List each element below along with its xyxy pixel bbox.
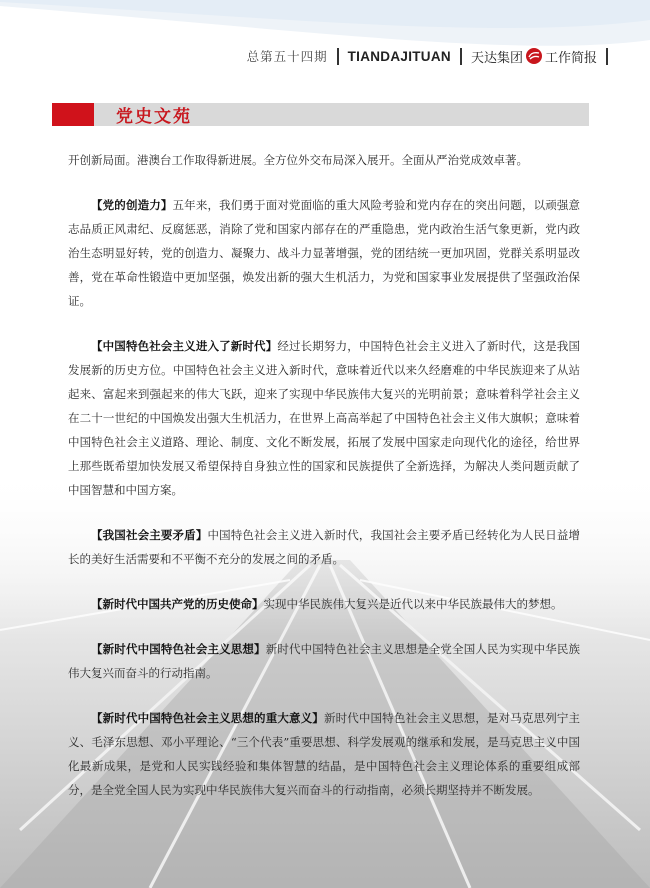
section-heading-bar <box>52 103 589 126</box>
article-paragraph <box>68 523 580 571</box>
article-paragraph <box>68 193 580 313</box>
paragraph-keyword: 【中国特色社会主义进入了新时代】 <box>91 339 278 353</box>
article-body <box>68 148 580 823</box>
paragraph-text: 经过长期努力，中国特色社会主义进入了新时代，这是我国发展新的历史方位。中国特色社会主义进入新时代，意味着近代以来久经磨难的中华民族迎来了从站起来、富起来到强起来的伟大飞跃，迎来了实现中华民族伟大复兴的光明前景；意味着科学社会主义在二十一世纪的中国焕发出强大生机活力，在世界上高高举起了中国特色社会主义伟大旗帜；意味着中国特色社会主义道路、理论、制度、文化不断发展，拓展了发展中国家走向现代化的途径，给世界上那些既希望加快发展又希望保持自身独立性的国家和民族提供了全新选择，为解决人类问题贡献了中国智慧和中国方案。 <box>68 339 580 497</box>
paragraph-text: 实现中华民族伟大复兴是近代以来中华民族最伟大的梦想。 <box>263 597 563 611</box>
header-divider <box>606 48 608 65</box>
issue-number: 总第五十四期 <box>246 49 328 64</box>
paragraph-keyword: 【党的创造力】 <box>91 198 173 212</box>
section-accent-block <box>52 103 94 126</box>
paragraph-text: 新时代中国特色社会主义思想，是对马克思列宁主义、毛泽东思想、邓小平理论、“三个代表”重要思想、科学发展观的继承和发展，是马克思主义中国化最新成果，是党和人民实践经验和集体智慧的结晶，是中国特色社会主义理论体系的重要组成部分，是全党全国人民为实现中华民族伟大复兴而奋斗的行动指南，必须长期坚持并不断发展。 <box>68 711 581 797</box>
header-divider <box>460 48 462 65</box>
brand-name-chinese <box>471 47 597 66</box>
header-swoosh-decoration <box>0 0 650 80</box>
paragraph-keyword: 【新时代中国特色社会主义思想】 <box>91 642 266 656</box>
publication-name: 工作简报 <box>544 50 597 66</box>
paragraph-text: 五年来，我们勇于面对党面临的重大风险考验和党内存在的突出问题，以顽强意志品质正风肃纪、反腐惩恶，消除了党和国家内部存在的严重隐患，党内政治生活气象更新，党内政治生态明显好转，党的创造力、凝聚力、战斗力显著增强，党的团结统一更加巩固，党群关系明显改善，党在革命性锻造中更加坚强，焕发出新的强大生机活力，为党和国家事业发展提供了坚强政治保证。 <box>68 198 581 308</box>
paragraph-keyword: 【新时代中国共产党的历史使命】 <box>91 597 264 611</box>
paragraph-keyword: 【新时代中国特色社会主义思想的重大意义】 <box>91 711 324 725</box>
page-header <box>247 44 608 68</box>
article-paragraph <box>68 148 580 172</box>
paragraph-text: 新时代中国特色社会主义思想是全党全国人民为实现中华民族伟大复兴而奋斗的行动指南。 <box>68 642 581 680</box>
article-paragraph <box>68 592 580 616</box>
header-divider <box>337 48 339 65</box>
article-paragraph <box>68 334 580 502</box>
article-paragraph <box>68 637 580 685</box>
company-name: 天达集团 <box>470 50 523 66</box>
article-paragraph <box>68 706 580 802</box>
tianda-logo-icon <box>526 48 542 64</box>
paragraph-keyword: 【我国社会主要矛盾】 <box>91 528 208 542</box>
paragraph-text: 中国特色社会主义进入新时代，我国社会主要矛盾已经转化为人民日益增长的美好生活需要和不平衡不充分的发展之间的矛盾。 <box>68 528 581 566</box>
paragraph-text: 开创新局面。港澳台工作取得新进展。全方位外交布局深入展开。全面从严治党成效卓著。 <box>68 153 528 167</box>
brand-name-english: TIANDAJITUAN <box>347 48 451 64</box>
section-title: 党史文苑 <box>116 107 192 127</box>
